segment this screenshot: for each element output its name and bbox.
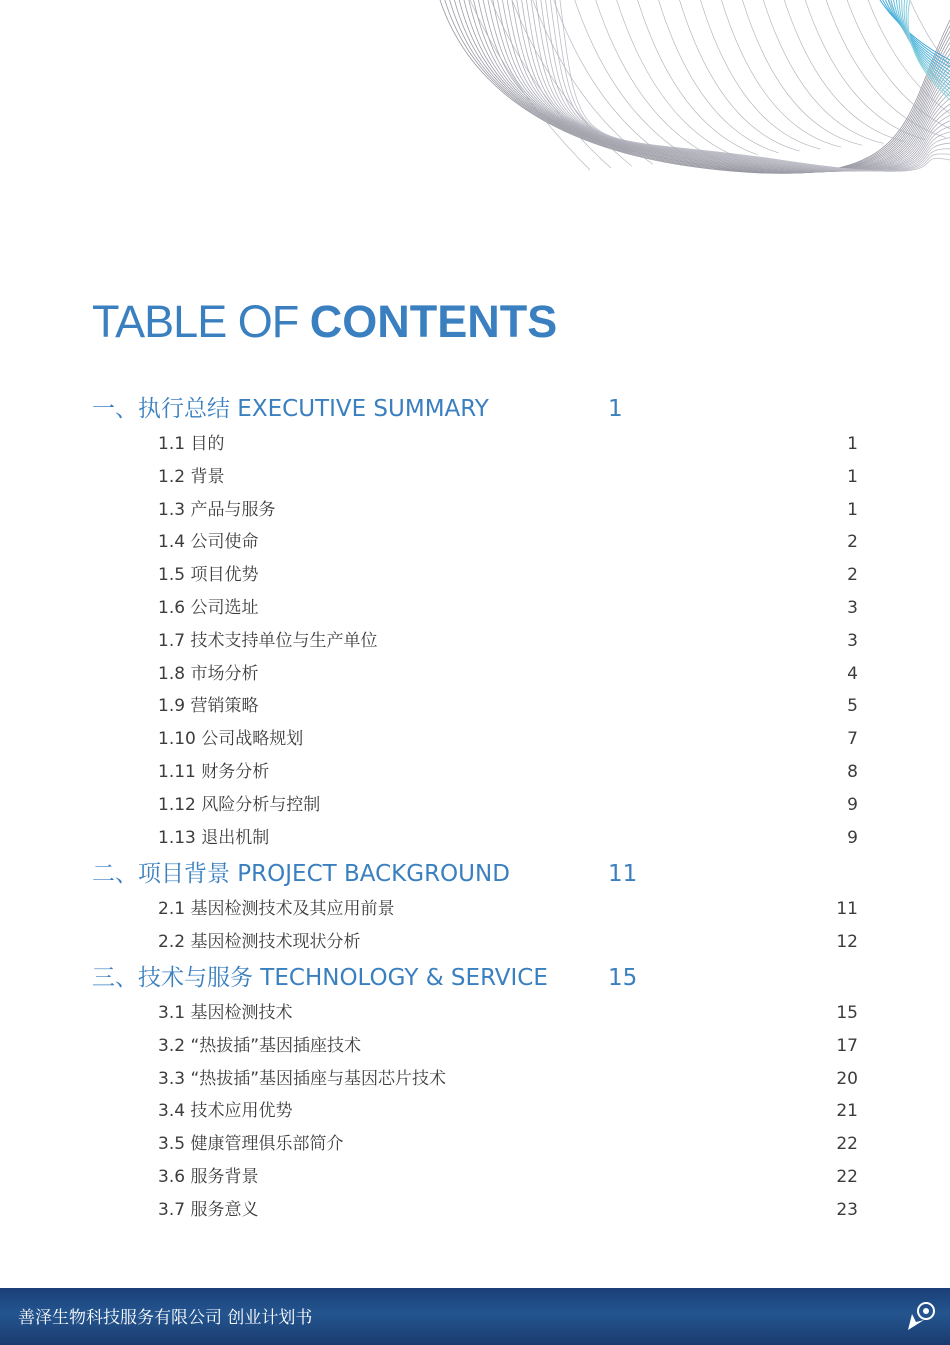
toc-entry-page: 12 bbox=[836, 932, 858, 952]
section-page-number: 1 bbox=[608, 396, 623, 422]
toc-entry-page: 20 bbox=[836, 1069, 858, 1089]
toc-entry bbox=[158, 1130, 858, 1158]
toc-entry-label: 3.3 “热拔插”基因插座与基因芯片技术 bbox=[158, 1069, 447, 1089]
toc-entry bbox=[158, 791, 858, 819]
toc-entry-label: 1.10 公司战略规划 bbox=[158, 729, 304, 749]
toc-entry bbox=[158, 692, 858, 720]
section-page-number: 11 bbox=[608, 861, 638, 887]
toc-entry-page: 17 bbox=[836, 1036, 858, 1056]
page-title-bold: CONTENTS bbox=[309, 296, 558, 347]
decorative-wave-mesh bbox=[0, 0, 950, 200]
toc-entry bbox=[158, 928, 858, 956]
toc-entry-label: 1.11 财务分析 bbox=[158, 762, 270, 782]
toc-entry bbox=[158, 1097, 858, 1125]
toc-entry-page: 4 bbox=[847, 664, 858, 684]
toc-entry-label: 2.1 基因检测技术及其应用前景 bbox=[158, 899, 395, 919]
toc-entry bbox=[158, 561, 858, 589]
toc-entry-page: 15 bbox=[836, 1003, 858, 1023]
toc-entry bbox=[158, 1196, 858, 1224]
footer-bar bbox=[0, 1288, 950, 1345]
toc-entry bbox=[158, 824, 858, 852]
toc-entry-label: 1.7 技术支持单位与生产单位 bbox=[158, 631, 378, 651]
toc-entry bbox=[158, 627, 858, 655]
toc-entry-page: 9 bbox=[847, 795, 858, 815]
toc-entry bbox=[158, 660, 858, 688]
toc-entry-label: 1.12 风险分析与控制 bbox=[158, 795, 321, 815]
toc-entry-page: 3 bbox=[847, 631, 858, 651]
toc-entry-label: 1.2 背景 bbox=[158, 467, 225, 487]
cursor-logo-icon bbox=[904, 1300, 938, 1334]
toc-entry-page: 21 bbox=[836, 1101, 858, 1121]
toc-entry-label: 3.7 服务意义 bbox=[158, 1200, 259, 1220]
toc-entry-label: 1.9 营销策略 bbox=[158, 696, 259, 716]
section-title: 一、执行总结 EXECUTIVE SUMMARY bbox=[92, 396, 489, 422]
toc-entry-label: 3.2 “热拔插”基因插座技术 bbox=[158, 1036, 362, 1056]
toc-entry-label: 2.2 基因检测技术现状分析 bbox=[158, 932, 361, 952]
toc-entry-page: 5 bbox=[847, 696, 858, 716]
toc-entry bbox=[158, 725, 858, 753]
toc-entry bbox=[158, 496, 858, 524]
section-title: 二、项目背景 PROJECT BACKGROUND bbox=[92, 861, 510, 887]
toc-entry-page: 22 bbox=[836, 1167, 858, 1187]
toc-entry-label: 3.1 基因检测技术 bbox=[158, 1003, 293, 1023]
toc-entry-label: 1.1 目的 bbox=[158, 434, 225, 454]
toc-entry-page: 3 bbox=[847, 598, 858, 618]
toc-entry bbox=[158, 1032, 858, 1060]
toc-entry-label: 3.4 技术应用优势 bbox=[158, 1101, 293, 1121]
toc-entry bbox=[158, 999, 858, 1027]
toc-entry-page: 2 bbox=[847, 565, 858, 585]
section-title: 三、技术与服务 TECHNOLOGY & SERVICE bbox=[92, 965, 548, 991]
toc-entry-page: 22 bbox=[836, 1134, 858, 1154]
footer-company-text: 善泽生物科技服务有限公司 创业计划书 bbox=[18, 1308, 313, 1328]
toc-entry-label: 1.6 公司选址 bbox=[158, 598, 259, 618]
toc-entry-label: 3.5 健康管理俱乐部简介 bbox=[158, 1134, 344, 1154]
toc-entry bbox=[158, 594, 858, 622]
toc-entry bbox=[158, 430, 858, 458]
toc-entry bbox=[158, 895, 858, 923]
section-page-number: 15 bbox=[608, 965, 638, 991]
toc-entry bbox=[158, 1163, 858, 1191]
toc-entry-page: 1 bbox=[847, 467, 858, 487]
page-title bbox=[92, 292, 557, 352]
page-title-light: TABLE OF bbox=[92, 296, 310, 347]
toc-entry bbox=[158, 758, 858, 786]
toc-entry-page: 23 bbox=[836, 1200, 858, 1220]
toc-entry-label: 3.6 服务背景 bbox=[158, 1167, 259, 1187]
toc-entry-page: 11 bbox=[836, 899, 858, 919]
toc-entry-page: 2 bbox=[847, 532, 858, 552]
toc-entry-label: 1.3 产品与服务 bbox=[158, 500, 276, 520]
toc-entry-label: 1.4 公司使命 bbox=[158, 532, 259, 552]
toc-entry-label: 1.8 市场分析 bbox=[158, 664, 259, 684]
toc-entry-page: 9 bbox=[847, 828, 858, 848]
toc-entry bbox=[158, 463, 858, 491]
toc-entry-label: 1.13 退出机制 bbox=[158, 828, 270, 848]
toc-entry-label: 1.5 项目优势 bbox=[158, 565, 259, 585]
toc-entry-page: 1 bbox=[847, 500, 858, 520]
toc-entry-page: 7 bbox=[847, 729, 858, 749]
toc-entry-page: 8 bbox=[847, 762, 858, 782]
toc-entry-page: 1 bbox=[847, 434, 858, 454]
toc-entry bbox=[158, 528, 858, 556]
toc-entry bbox=[158, 1065, 858, 1093]
